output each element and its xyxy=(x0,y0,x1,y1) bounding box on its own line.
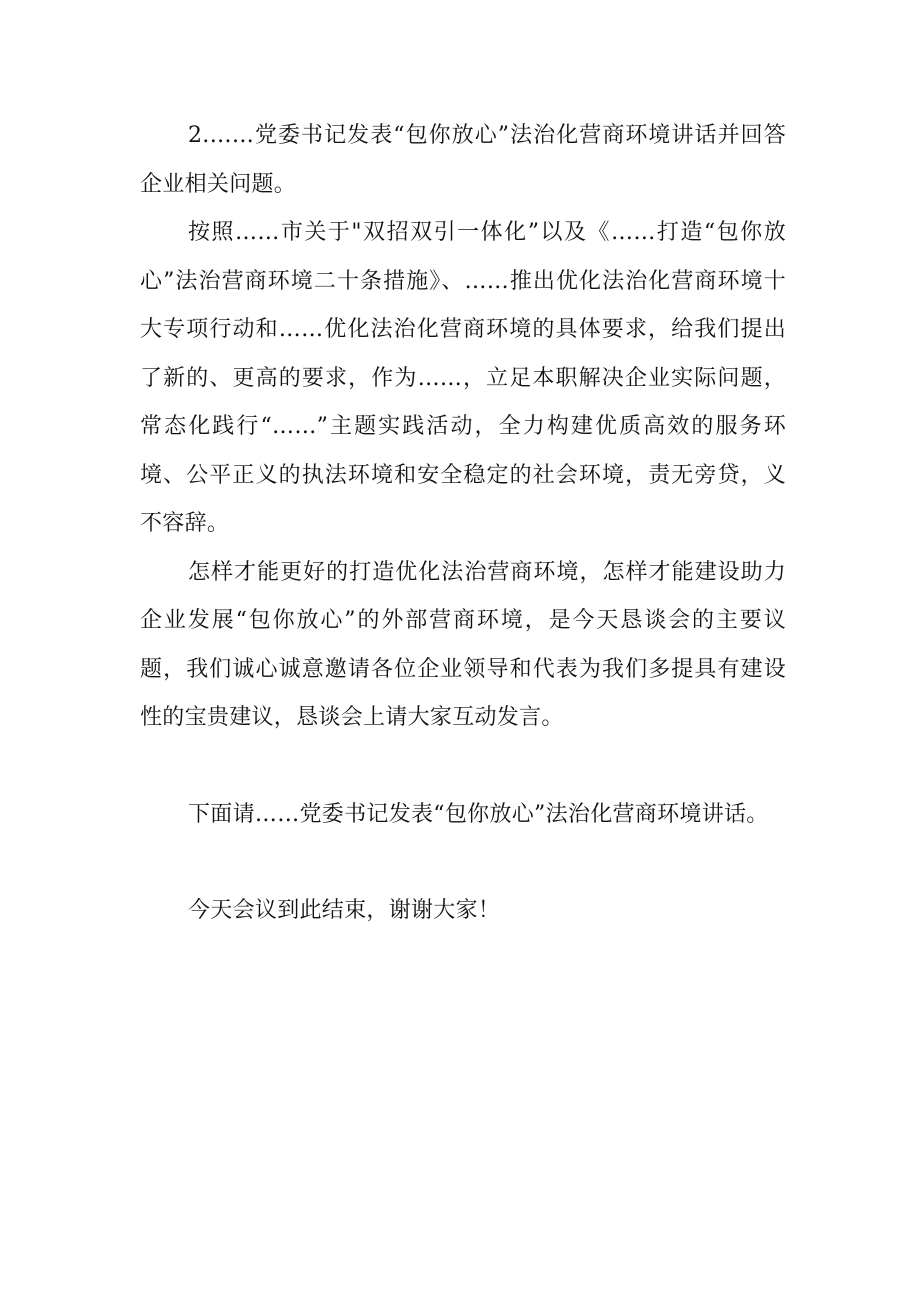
paragraph-closing: 今天会议到此结束，谢谢大家！ xyxy=(188,898,501,923)
spacer xyxy=(140,743,786,791)
document-body xyxy=(140,112,786,936)
paragraph-requirements: 按照……市关于"双招双引一体化”以及《……打造“包你放心”法治营商环境二十条措施》、……推出优化法治化营商环境十大专项行动和……优化法治化营商环境的具体要求，给我们提出了新的、更高的要求，作为……，立足本职解决企业实际问题，常态化践行“……”主题实践活动，全力构建优质高效的服务环境、公平正义的执法环境和安全稳定的社会环境，责无旁贷，义不容辞。 xyxy=(140,220,786,536)
spacer xyxy=(140,839,786,887)
paragraph-main-topic: 怎样才能更好的打造优化法治营商环境，怎样才能建设助力企业发展“包你放心”的外部营商环境，是今天恳谈会的主要议题，我们诚心诚意邀请各位企业领导和代表为我们多提具有建设性的宝贵建议，恳谈会上请大家互动发言。 xyxy=(140,559,786,730)
paragraph-agenda-item-2: 2.……党委书记发表“包你放心”法治化营商环境讲话并回答企业相关问题。 xyxy=(140,123,786,197)
paragraph-invite-speech: 下面请……党委书记发表“包你放心”法治化营商环境讲话。 xyxy=(188,801,769,827)
